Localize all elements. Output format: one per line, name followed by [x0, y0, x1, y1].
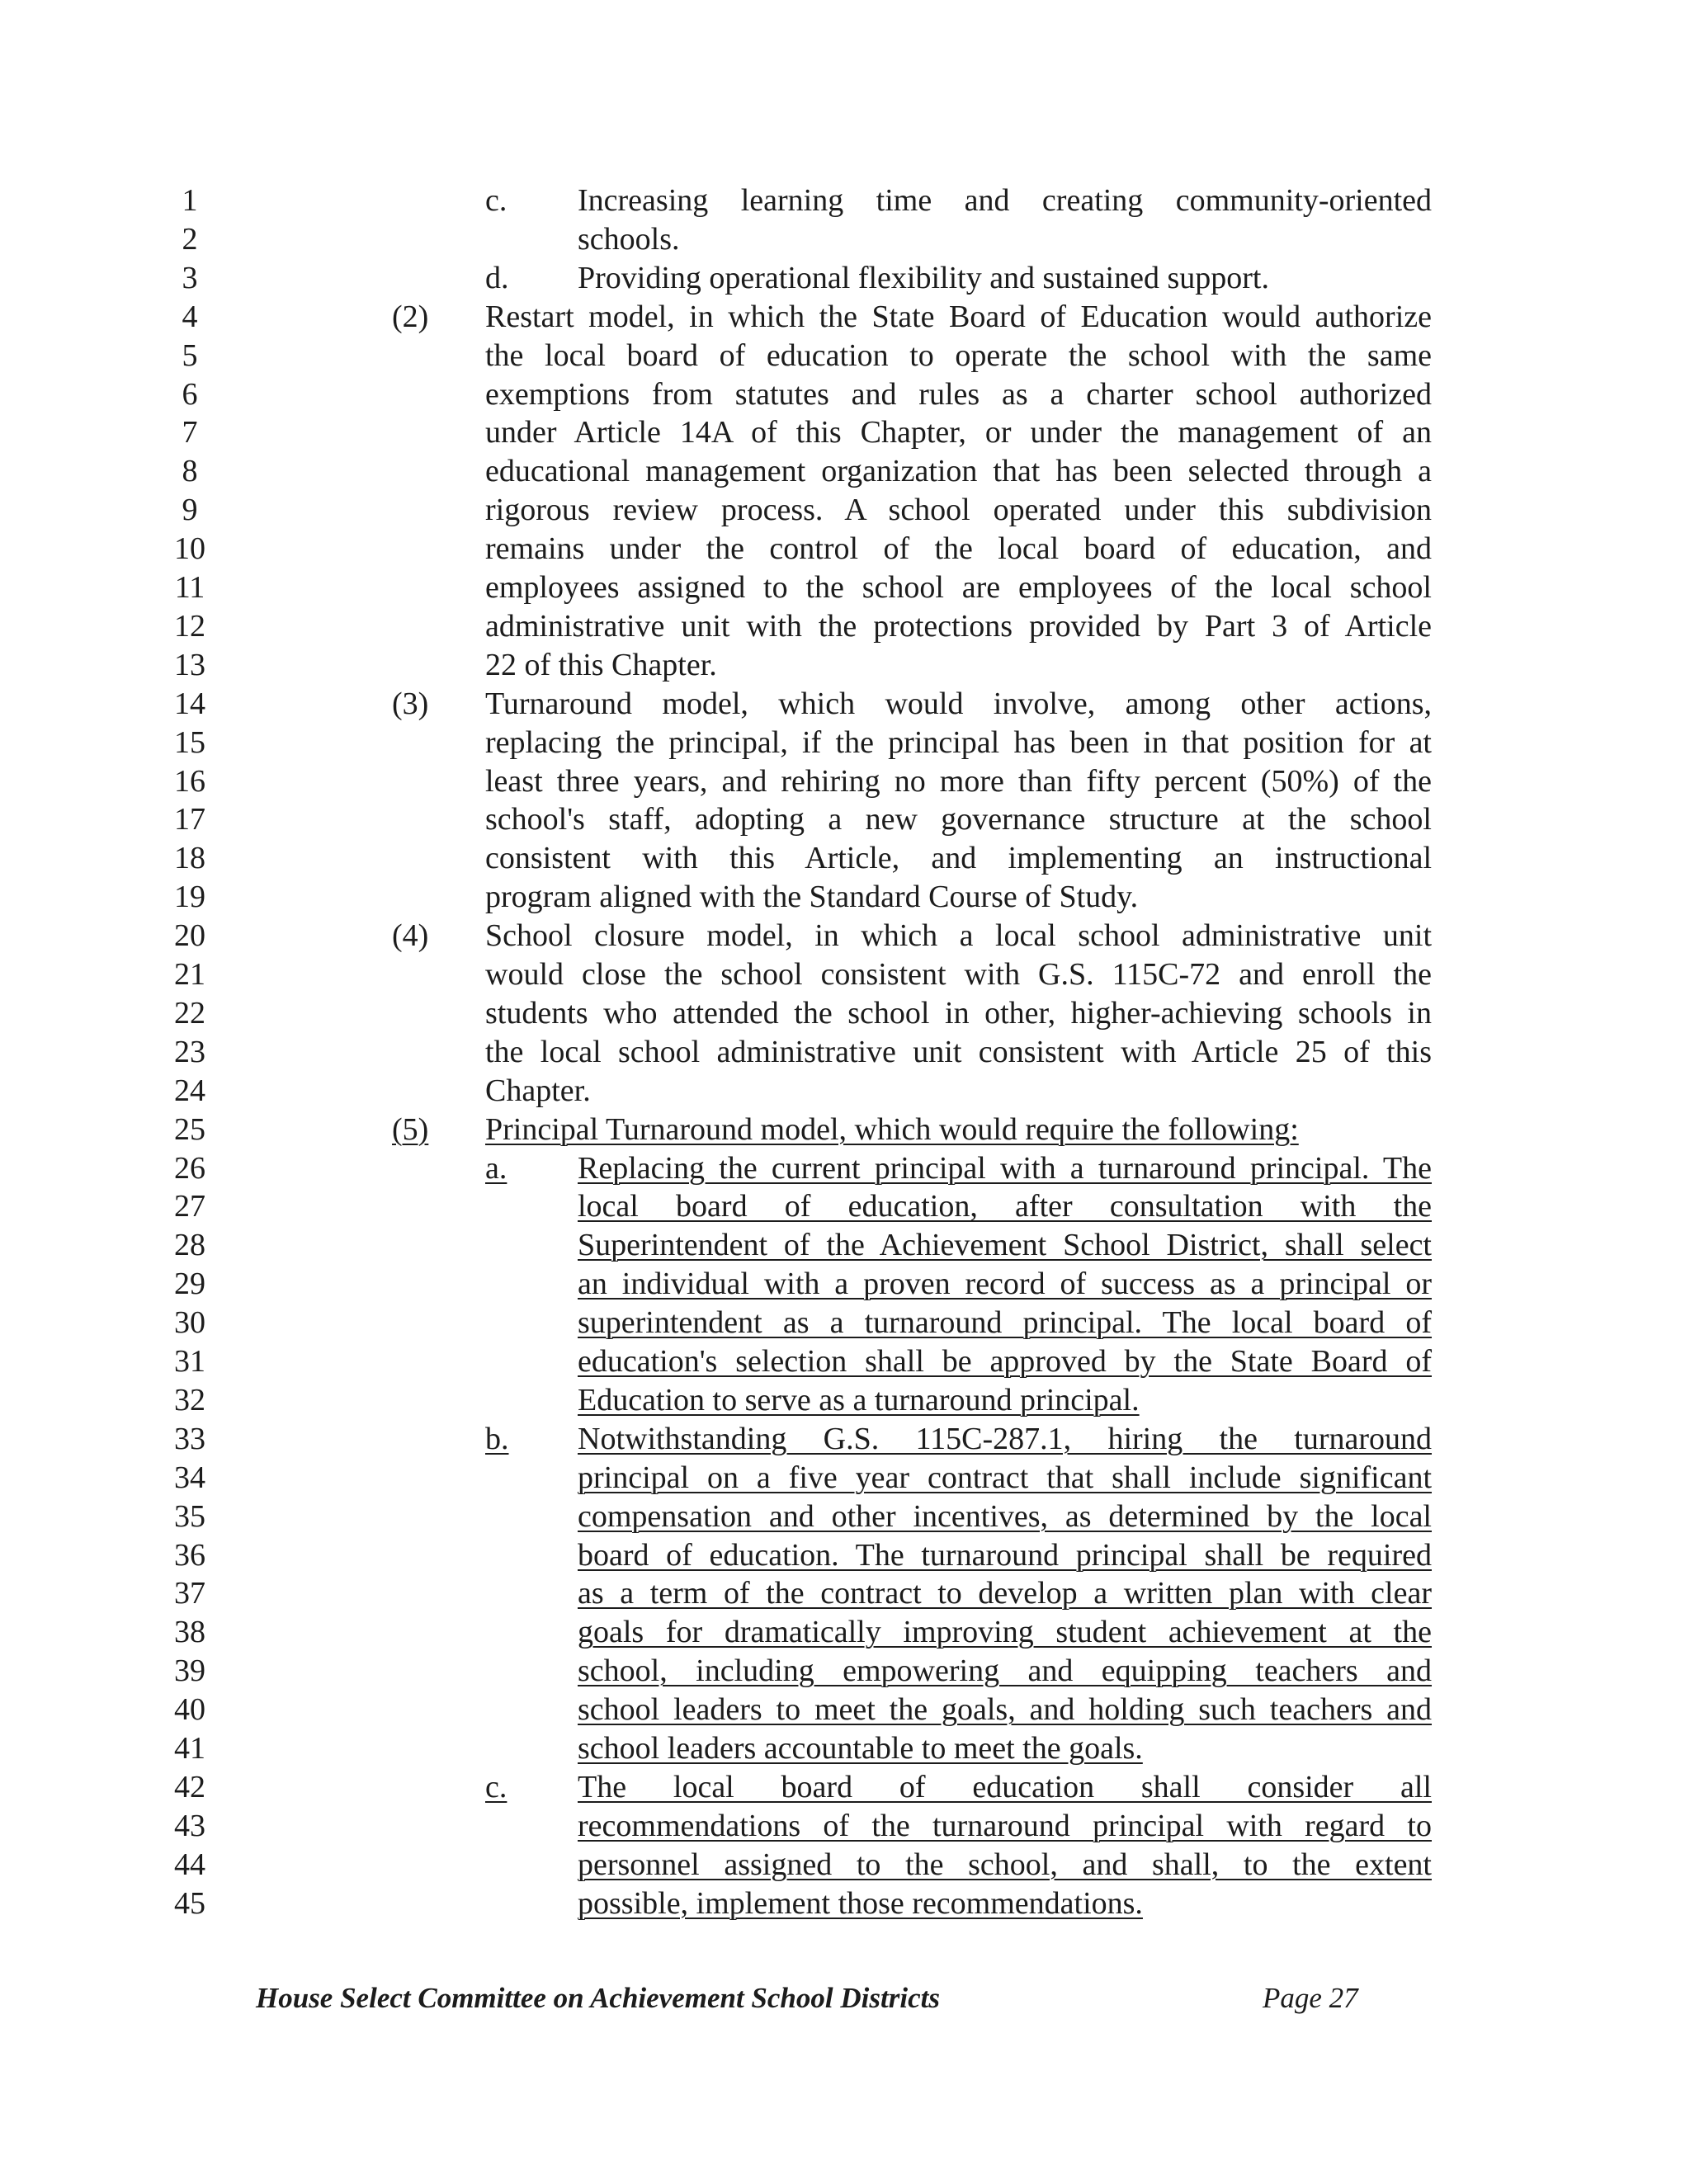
document-line: [0, 1226, 1690, 1265]
line-number: 37: [174, 1576, 205, 1611]
line-text: Chapter.: [485, 1073, 591, 1108]
line-number: 5: [182, 337, 198, 373]
line-number: 16: [174, 763, 205, 799]
line-number: 45: [174, 1885, 205, 1921]
document-line: [0, 491, 1690, 530]
line-text: replacing the principal, if the principal has been in that position for at: [485, 724, 1432, 760]
line-text: compensation and other incentives, as determined by the local: [578, 1498, 1432, 1534]
line-text: schools.: [578, 221, 680, 257]
line-text: employees assigned to the school are employees of the local school: [485, 570, 1432, 605]
document-line: [0, 298, 1690, 337]
line-number: 19: [174, 880, 205, 915]
line-number: 20: [174, 918, 205, 954]
document-line: [0, 1111, 1690, 1149]
line-number: 40: [174, 1692, 205, 1728]
line-number: 13: [174, 647, 205, 682]
line-number: 29: [174, 1267, 205, 1302]
line-number: 28: [174, 1228, 205, 1263]
line-number: 36: [174, 1537, 205, 1573]
line-text: least three years, and rehiring no more than fifty percent (50%) of the: [485, 763, 1432, 799]
line-text: Restart model, in which the State Board of Education would authorize: [485, 299, 1432, 334]
line-text: remains under the control of the local board of education, and: [485, 531, 1432, 567]
line-text: the local board of education to operate the school with the same: [485, 337, 1432, 373]
line-number: 7: [182, 415, 198, 450]
line-number: 26: [174, 1150, 205, 1186]
line-text: Notwithstanding G.S. 115C-287.1, hiring the turnaround: [578, 1421, 1432, 1456]
line-text: Superintendent of the Achievement School District, shall select: [578, 1228, 1432, 1263]
footer-page-number: Page 27: [1263, 1982, 1358, 2014]
subdivision-number: (5): [392, 1111, 429, 1147]
line-number: 34: [174, 1460, 205, 1495]
line-text: goals for dramatically improving student achievement at the: [578, 1615, 1432, 1650]
footer-title: House Select Committee on Achievement School Districts: [256, 1982, 940, 2014]
document-line: [0, 685, 1690, 724]
document-line: [0, 607, 1690, 646]
document-line: [0, 1768, 1690, 1807]
line-number: 4: [182, 299, 198, 334]
line-text: school's staff, adopting a new governance structure at the school: [485, 802, 1432, 837]
line-text: rigorous review process. A school operated under this subdivision: [485, 493, 1432, 528]
line-number: 22: [174, 995, 205, 1031]
line-text: school leaders to meet the goals, and holding such teachers and: [578, 1692, 1432, 1728]
document-line: [0, 452, 1690, 491]
list-marker: b.: [485, 1421, 509, 1456]
document-line: [0, 1033, 1690, 1072]
document-line: [0, 1381, 1690, 1420]
line-number: 30: [174, 1305, 205, 1341]
line-text: Principal Turnaround model, which would require the following:: [485, 1111, 1299, 1147]
line-number: 14: [174, 686, 205, 721]
document-line: [0, 1574, 1690, 1613]
line-text: Providing operational flexibility and sustained support.: [578, 260, 1269, 295]
subdivision-number: (3): [392, 686, 429, 721]
line-text: principal on a five year contract that shall include significant: [578, 1460, 1432, 1495]
list-marker: a.: [485, 1150, 507, 1186]
line-number: 31: [174, 1344, 205, 1379]
line-number: 33: [174, 1421, 205, 1456]
line-number: 12: [174, 608, 205, 644]
line-number: 21: [174, 957, 205, 992]
document-line: [0, 1807, 1690, 1846]
line-number: 10: [174, 531, 205, 567]
list-marker: c.: [485, 1769, 507, 1804]
list-marker: d.: [485, 260, 509, 295]
line-text: board of education. The turnaround principal shall be required: [578, 1537, 1432, 1573]
document-line: [0, 1846, 1690, 1884]
line-text: recommendations of the turnaround principal with regard to: [578, 1808, 1432, 1843]
document-line: [0, 1536, 1690, 1575]
line-text: the local school administrative unit consistent with Article 25 of this: [485, 1034, 1432, 1069]
line-text: school leaders accountable to meet the goals.: [578, 1731, 1143, 1766]
document-line: [0, 182, 1690, 220]
line-text: as a term of the contract to develop a written plan with clear: [578, 1576, 1432, 1611]
line-number: 1: [182, 183, 198, 218]
document-line: [0, 955, 1690, 994]
subdivision-number: (4): [392, 918, 429, 954]
document-line: [0, 413, 1690, 452]
document-line: [0, 568, 1690, 607]
line-number: 2: [182, 221, 198, 257]
line-text: education's selection shall be approved by the State Board of: [578, 1344, 1432, 1379]
document-line: [0, 800, 1690, 839]
line-number: 42: [174, 1769, 205, 1804]
line-text: an individual with a proven record of success as a principal or: [578, 1267, 1432, 1302]
document-line: [0, 1652, 1690, 1691]
document-line: [0, 1304, 1690, 1342]
document-line: [0, 1459, 1690, 1498]
document-line: [0, 839, 1690, 878]
line-text: under Article 14A of this Chapter, or under the management of an: [485, 415, 1432, 450]
line-number: 39: [174, 1653, 205, 1689]
document-line: [0, 337, 1690, 375]
line-text: students who attended the school in other, higher-achieving schools in: [485, 995, 1432, 1031]
document-line: [0, 375, 1690, 414]
line-text: 22 of this Chapter.: [485, 647, 717, 682]
line-number: 44: [174, 1847, 205, 1882]
document-line: [0, 1691, 1690, 1729]
line-number: 38: [174, 1615, 205, 1650]
line-text: exemptions from statutes and rules as a charter school authorized: [485, 376, 1432, 412]
document-line: [0, 1420, 1690, 1459]
document-line: [0, 259, 1690, 298]
document-line: [0, 1729, 1690, 1768]
line-number: 24: [174, 1073, 205, 1108]
line-text: school, including empowering and equipping teachers and: [578, 1653, 1432, 1689]
line-number: 25: [174, 1111, 205, 1147]
document-line: [0, 878, 1690, 917]
line-number: 17: [174, 802, 205, 837]
line-text: Turnaround model, which would involve, among other actions,: [485, 686, 1432, 721]
subdivision-number: (2): [392, 299, 429, 334]
line-number: 27: [174, 1189, 205, 1224]
line-text: administrative unit with the protections provided by Part 3 of Article: [485, 608, 1432, 644]
line-text: would close the school consistent with G.S. 115C-72 and enroll the: [485, 957, 1432, 992]
document-line: [0, 1072, 1690, 1111]
list-marker: c.: [485, 183, 507, 218]
document-line: [0, 1884, 1690, 1923]
document-line: [0, 1187, 1690, 1226]
line-text: local board of education, after consultation with the: [578, 1189, 1432, 1224]
document-line: [0, 724, 1690, 762]
line-number: 41: [174, 1731, 205, 1766]
line-text: Education to serve as a turnaround principal.: [578, 1382, 1140, 1417]
line-text: superintendent as a turnaround principal. The local board of: [578, 1305, 1432, 1341]
document-line: [0, 1149, 1690, 1188]
line-number: 9: [182, 493, 198, 528]
line-number: 8: [182, 454, 198, 489]
line-text: Replacing the current principal with a turnaround principal. The: [578, 1150, 1432, 1186]
line-number: 35: [174, 1498, 205, 1534]
line-text: educational management organization that has been selected through a: [485, 454, 1432, 489]
line-number: 18: [174, 841, 205, 876]
line-text: possible, implement those recommendations.: [578, 1885, 1143, 1921]
line-number: 6: [182, 376, 198, 412]
line-text: Increasing learning time and creating community-oriented: [578, 183, 1432, 218]
line-number: 11: [174, 570, 205, 605]
line-text: consistent with this Article, and implementing an instructional: [485, 841, 1432, 876]
line-text: School closure model, in which a local school administrative unit: [485, 918, 1432, 954]
line-text: program aligned with the Standard Course of Study.: [485, 880, 1139, 915]
line-number: 23: [174, 1034, 205, 1069]
document-line: [0, 1265, 1690, 1304]
line-number: 3: [182, 260, 198, 295]
document-line: [0, 646, 1690, 685]
document-line: [0, 1342, 1690, 1381]
line-number: 15: [174, 724, 205, 760]
line-text: personnel assigned to the school, and shall, to the extent: [578, 1847, 1432, 1882]
document-line: [0, 994, 1690, 1033]
document-line: [0, 917, 1690, 955]
line-text: The local board of education shall consider all: [578, 1769, 1432, 1804]
document-line: [0, 1613, 1690, 1652]
document-line: [0, 530, 1690, 568]
line-number: 43: [174, 1808, 205, 1843]
line-number: 32: [174, 1382, 205, 1417]
document-line: [0, 1498, 1690, 1536]
document-line: [0, 762, 1690, 801]
document-line: [0, 220, 1690, 259]
